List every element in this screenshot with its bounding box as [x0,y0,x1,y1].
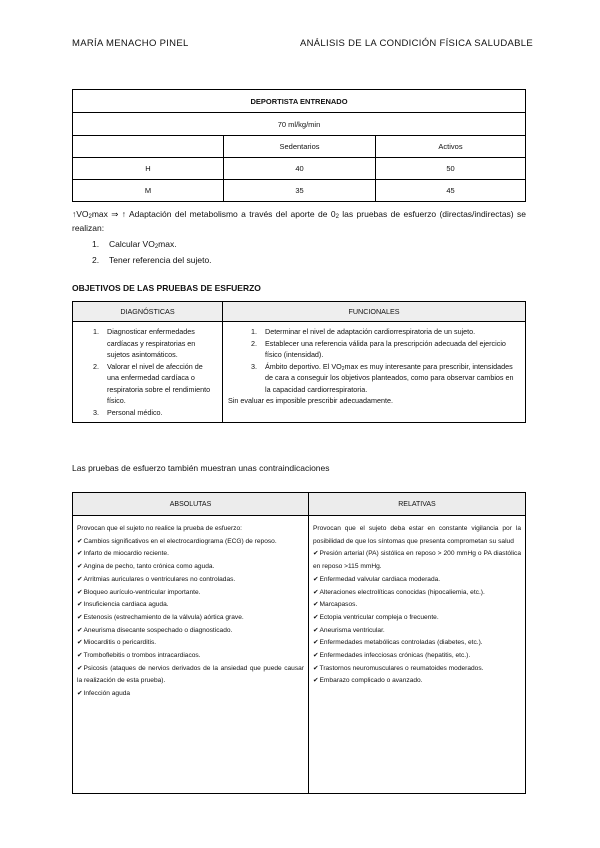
list-item: ✔Cambios significativos en el electrocardiograma (ECG) de reposo. [77,537,277,545]
checkmark-icon: ✔ [313,588,319,596]
checkmark-icon: ✔ [313,639,319,647]
checkmark-icon: ✔ [313,613,319,621]
vo2-table-header-activos: Activos [376,136,526,158]
list-item: 3. Personal médico. [93,407,163,417]
list-item: ✔Angina de pecho, tanto crónica como aguda. [77,563,215,571]
absolutas-intro: Provocan que el sujeto no realice la prueba de esfuerzo: [77,525,242,532]
absolutas-cell [73,516,309,794]
checkmark-icon: ✔ [313,664,319,672]
list-item: ✔Enfermedades metabólicas controladas (diabetes, etc.). [313,639,483,647]
list-item: 1. Determinar el nivel de adaptación cardiorrespiratoria de un sujeto. [251,327,476,336]
vo2-table-title: DEPORTISTA ENTRENADO [73,90,526,113]
relativas-intro: Provocan que el sujeto deba estar en constante vigilancia por la posibilidad de que los síntomas que presenta comprometan su salud [313,525,521,545]
checkmark-icon: ✔ [77,626,83,634]
checkmark-icon: ✔ [313,677,319,685]
list-item: ✔Presión arterial (PA) sistólica en reposo > 200 mmHg o PA diastólica en reposo >115 mmHg. [313,550,521,571]
cell-activos: 45 [376,180,526,202]
objectives-table [72,301,526,423]
diagnosticas-header: DIAGNÓSTICAS [73,302,223,322]
checkmark-icon: ✔ [313,626,319,634]
list-item: ✔Aneurisma ventricular. [313,626,385,634]
list-item: ✔Enfermedades infecciosas crónicas (hepatitis, etc.). [313,652,471,660]
list-item: 2. Tener referencia del sujeto. [92,255,212,265]
relativas-cell [309,516,526,794]
checkmark-icon: ✔ [77,563,83,571]
checkmark-icon: ✔ [313,575,319,583]
vo2-paragraph: $↑VO_2\max$ ⇒ ↑ Adaptación del metabolismo a través del aporte de $0_2$ las pruebas de esfuerzo (directas/indirectas) se realizan: [72,209,526,233]
table-row [73,180,526,202]
list-item: ✔Enfermedad valvular cardiaca moderada. [313,575,441,583]
cell-sedentarios: 35 [224,180,376,202]
cell-activos: 50 [376,158,526,180]
checkmark-icon: ✔ [77,601,83,609]
checkmark-icon: ✔ [313,601,319,609]
row-label: H [73,158,224,180]
relativas-header: RELATIVAS [309,493,526,516]
checkmark-icon: ✔ [77,550,83,558]
vo2-table-header-empty [73,136,224,158]
vo2-table-unit: 70 ml/kg/min [73,113,526,136]
funcionales-note: Sin evaluar es imposible prescribir adecuadamente. [228,396,394,405]
vo2-table [72,89,526,202]
list-item: 2. Establecer una referencia válida para la prescripción adecuada del ejercicio físico (intensidad). [251,338,506,359]
contraindications-intro: Las pruebas de esfuerzo también muestran unas contraindicaciones [72,463,330,473]
list-item: ✔Infección aguda [77,690,131,698]
funcionales-list [228,326,519,395]
checkmark-icon: ✔ [313,652,319,660]
absolutas-header: ABSOLUTAS [73,493,309,516]
contraindications-table [72,492,526,794]
checkmark-icon: ✔ [77,639,83,647]
list-item: ✔Marcapasos. [313,601,358,609]
header-title: ANÁLISIS DE LA CONDICIÓN FÍSICA SALUDABLE [300,38,533,49]
diagnosticas-list [81,326,214,418]
cell-sedentarios: 40 [224,158,376,180]
checkmark-icon: ✔ [313,550,319,558]
checkmark-icon: ✔ [77,588,83,596]
checkmark-icon: ✔ [77,690,83,698]
list-item: ✔Estenosis (estrechamiento de la válvula) aórtica grave. [77,613,244,621]
list-item: ✔Arritmias auriculares o ventriculares no controladas. [77,575,236,583]
checkmark-icon: ✔ [77,575,83,583]
list-item: ✔Alteraciones electrolíticas conocidas (hipocaliemia, etc.). [313,588,485,596]
list-item: ✔Tromboflebitis o trombos intracardiacos. [77,652,201,660]
list-item: 3. Ámbito deportivo. El $VO_2\max$ es muy interesante para prescribir, intensidades de cara a conseguir los objetivos planteados, como para observar cambios en la capacidad cardiorrespiratoria. [251,361,514,394]
list-item: ✔Miocarditis o pericarditis. [77,639,157,647]
funcionales-header: FUNCIONALES [223,302,526,322]
checkmark-icon: ✔ [77,664,83,672]
checkmark-icon: ✔ [77,652,83,660]
test-purpose-list [92,236,212,268]
list-item: 2. Valorar el nivel de afección de una enfermedad cardíaca o respiratoria sobre el rendimiento físico. [93,361,211,405]
list-item: ✔Embarazo complicado o avanzado. [313,677,423,685]
list-item: ✔Bloqueo aurículo-ventricular importante. [77,588,201,596]
objectives-heading: OBJETIVOS DE LAS PRUEBAS DE ESFUERZO [72,283,261,293]
list-item: ✔Trastornos neuromusculares o reumatoides moderados. [313,664,484,672]
list-item: ✔Aneurisma disecante sospechado o diagnosticado. [77,626,233,634]
row-label: M [73,180,224,202]
list-item: ✔Insuficiencia cardiaca aguda. [77,601,169,609]
list-item: ✔Ectopia ventricular compleja o frecuente. [313,613,439,621]
list-item: ✔Psicosis (ataques de nervios derivados de la ansiedad que puede causar la realización de esta prueba). [77,664,304,685]
list-item: 1. Calcular $VO_2\max$. [92,239,177,250]
header-author: MARÍA MENACHO PINEL [72,38,189,49]
checkmark-icon: ✔ [77,537,83,545]
table-row [73,158,526,180]
list-item: ✔Infarto de miocardio reciente. [77,550,169,558]
list-item: 1. Diagnosticar enfermedades cardíacas y respiratorias en sujetos asintomáticos. [93,327,196,359]
vo2-table-header-sedentarios: Sedentarios [224,136,376,158]
checkmark-icon: ✔ [77,613,83,621]
